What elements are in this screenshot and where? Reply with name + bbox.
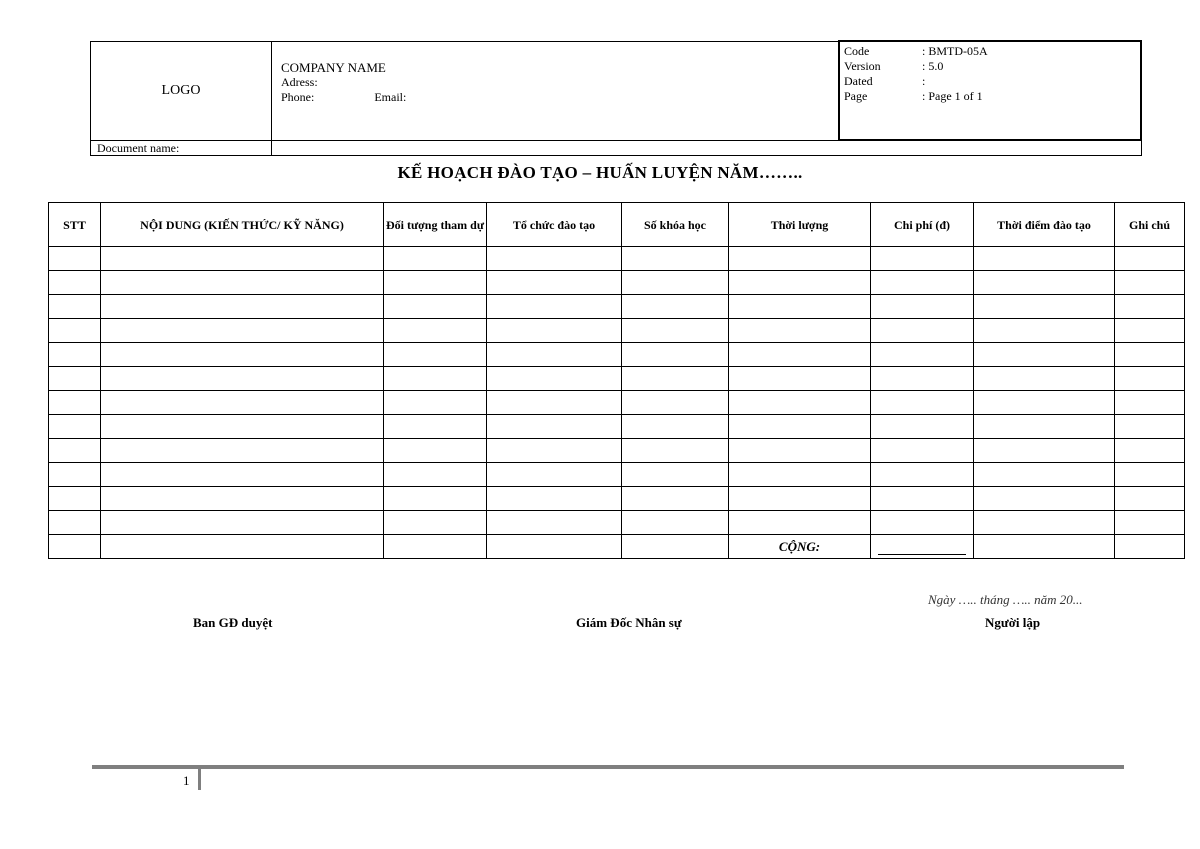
table-cell [974, 319, 1115, 343]
table-row [49, 343, 1185, 367]
table-cell [49, 535, 101, 559]
table-cell [974, 343, 1115, 367]
table-cell [1115, 487, 1185, 511]
meta-key: Code [844, 44, 870, 58]
table-cell [974, 511, 1115, 535]
table-cell [622, 511, 729, 535]
table-cell [729, 271, 871, 295]
table-cell [729, 247, 871, 271]
total-row [49, 535, 1185, 559]
table-cell [487, 487, 622, 511]
table-cell [101, 487, 384, 511]
table-row [49, 271, 1185, 295]
table-cell [622, 367, 729, 391]
table-row [49, 487, 1185, 511]
table-cell [101, 391, 384, 415]
table-cell [49, 391, 101, 415]
table-cell [1115, 343, 1185, 367]
table-cell [974, 487, 1115, 511]
table-row [49, 463, 1185, 487]
table-cell [729, 391, 871, 415]
company-info [272, 41, 840, 140]
table-cell [487, 463, 622, 487]
training-plan-table [48, 202, 1185, 559]
table-row [49, 319, 1185, 343]
meta-value: : BMTD-05A [922, 44, 988, 58]
table-cell [384, 247, 487, 271]
table-cell [384, 415, 487, 439]
table-cell [622, 487, 729, 511]
table-cell [974, 535, 1115, 559]
table-cell [101, 367, 384, 391]
table-cell [1115, 295, 1185, 319]
table-cell [622, 391, 729, 415]
meta-key: Page [844, 89, 868, 103]
table-cell [487, 511, 622, 535]
table-cell [1115, 463, 1185, 487]
table-cell [487, 271, 622, 295]
table-cell [49, 415, 101, 439]
column-header: Chi phí (đ) [871, 203, 974, 247]
table-cell [729, 295, 871, 319]
table-cell [101, 319, 384, 343]
table-cell [871, 319, 974, 343]
column-header: Số khóa học [622, 203, 729, 247]
logo-cell: LOGO [91, 41, 272, 140]
table-cell [49, 511, 101, 535]
table-cell [384, 343, 487, 367]
table-cell [49, 271, 101, 295]
column-header: Thời lượng [729, 203, 871, 247]
table-cell [871, 415, 974, 439]
table-cell [729, 463, 871, 487]
meta-version [844, 59, 1140, 74]
table-cell [871, 343, 974, 367]
table-cell [1115, 535, 1185, 559]
column-header: Tổ chức đào tạo [487, 203, 622, 247]
table-cell [384, 439, 487, 463]
meta-value: : Page 1 of 1 [922, 89, 983, 103]
table-cell [974, 295, 1115, 319]
table-cell [622, 319, 729, 343]
table-cell [487, 415, 622, 439]
table-cell [1115, 439, 1185, 463]
meta-page [844, 89, 1140, 104]
table-cell [622, 415, 729, 439]
table-cell [49, 463, 101, 487]
table-cell [1115, 271, 1185, 295]
document-meta [839, 41, 1141, 140]
date-line: Ngày ….. tháng ….. năm 20... [928, 592, 1083, 607]
table-cell [622, 295, 729, 319]
table-cell [729, 415, 871, 439]
table-row [49, 415, 1185, 439]
table-cell [487, 367, 622, 391]
table-row [49, 391, 1185, 415]
table-cell [622, 439, 729, 463]
table-cell [974, 367, 1115, 391]
table-cell [49, 319, 101, 343]
table-cell [384, 367, 487, 391]
table-cell [871, 247, 974, 271]
table-row [49, 439, 1185, 463]
table-cell [101, 343, 384, 367]
table-cell [974, 247, 1115, 271]
table-cell [1115, 511, 1185, 535]
column-header: Thời điểm đào tạo [974, 203, 1115, 247]
total-value-line [878, 538, 966, 555]
table-cell [487, 295, 622, 319]
meta-key: Dated [844, 74, 873, 88]
table-row [49, 295, 1185, 319]
table-cell [49, 487, 101, 511]
table-cell [101, 415, 384, 439]
table-cell [729, 367, 871, 391]
table-cell [871, 295, 974, 319]
table-cell [622, 271, 729, 295]
email-label: Email: [374, 89, 407, 104]
table-cell [384, 295, 487, 319]
table-cell [622, 247, 729, 271]
footer-rule [92, 765, 1124, 769]
document-name-label: Document name: [91, 140, 272, 156]
table-cell [974, 439, 1115, 463]
table-cell [871, 463, 974, 487]
contact-row [281, 90, 838, 105]
total-value-cell [871, 535, 974, 559]
table-cell [101, 511, 384, 535]
page-number-bar [198, 769, 201, 790]
meta-value: : [922, 74, 926, 88]
table-cell [622, 463, 729, 487]
table-cell [487, 247, 622, 271]
table-cell [49, 367, 101, 391]
address-label: Adress: [281, 74, 318, 89]
table-cell [49, 247, 101, 271]
table-cell [871, 487, 974, 511]
table-body [49, 247, 1185, 559]
column-header: Ghi chú [1115, 203, 1185, 247]
table-cell [384, 319, 487, 343]
table-cell [101, 295, 384, 319]
table-row [49, 367, 1185, 391]
page-number: 1 [183, 773, 190, 788]
table-cell [871, 367, 974, 391]
page-title: KẾ HOẠCH ĐÀO TẠO – HUẤN LUYỆN NĂM…….. [397, 163, 803, 182]
table-cell [101, 247, 384, 271]
table-cell [101, 463, 384, 487]
table-cell [729, 439, 871, 463]
column-header: NỘI DUNG (KIẾN THỨC/ KỸ NĂNG) [101, 203, 384, 247]
table-cell [101, 271, 384, 295]
table-cell [871, 271, 974, 295]
meta-key: Version [844, 59, 881, 73]
table-cell [487, 319, 622, 343]
table-cell [384, 391, 487, 415]
table-cell [1115, 247, 1185, 271]
table-cell [49, 295, 101, 319]
table-header-row [49, 203, 1185, 247]
table-cell [487, 439, 622, 463]
table-cell [974, 463, 1115, 487]
table-cell [384, 511, 487, 535]
table-cell [622, 535, 729, 559]
table-cell [384, 487, 487, 511]
table-row [49, 247, 1185, 271]
table-row [49, 511, 1185, 535]
table-cell [1115, 319, 1185, 343]
table-cell [871, 511, 974, 535]
table-cell [974, 271, 1115, 295]
table-cell [729, 319, 871, 343]
table-cell [974, 391, 1115, 415]
signature-preparer: Người lập [985, 615, 1041, 630]
column-header: Đối tượng tham dự [384, 203, 487, 247]
table-cell [384, 271, 487, 295]
table-cell [384, 463, 487, 487]
signature-hr-director: Giám Đốc Nhân sự [576, 615, 682, 630]
table-cell [487, 343, 622, 367]
meta-code [844, 44, 1140, 59]
table-cell [729, 487, 871, 511]
signature-board-approval: Ban GĐ duyệt [193, 615, 273, 630]
table-cell [384, 535, 487, 559]
table-cell [974, 415, 1115, 439]
table-cell [1115, 415, 1185, 439]
meta-dated [844, 74, 1140, 89]
company-name: COMPANY NAME [281, 59, 386, 75]
total-label: CỘNG: [729, 535, 871, 559]
phone-label: Phone: [281, 89, 315, 104]
table-cell [729, 511, 871, 535]
table-cell [622, 343, 729, 367]
table-cell [49, 439, 101, 463]
table-cell [487, 391, 622, 415]
table-cell [1115, 391, 1185, 415]
table-cell [101, 535, 384, 559]
table-cell [101, 439, 384, 463]
table-cell [49, 343, 101, 367]
column-header: STT [49, 203, 101, 247]
document-name-value [272, 140, 1142, 156]
document-header [90, 40, 1142, 156]
table-cell [729, 343, 871, 367]
table-cell [487, 535, 622, 559]
table-cell [871, 391, 974, 415]
meta-value: : 5.0 [922, 59, 944, 73]
table-cell [1115, 367, 1185, 391]
table-cell [871, 439, 974, 463]
